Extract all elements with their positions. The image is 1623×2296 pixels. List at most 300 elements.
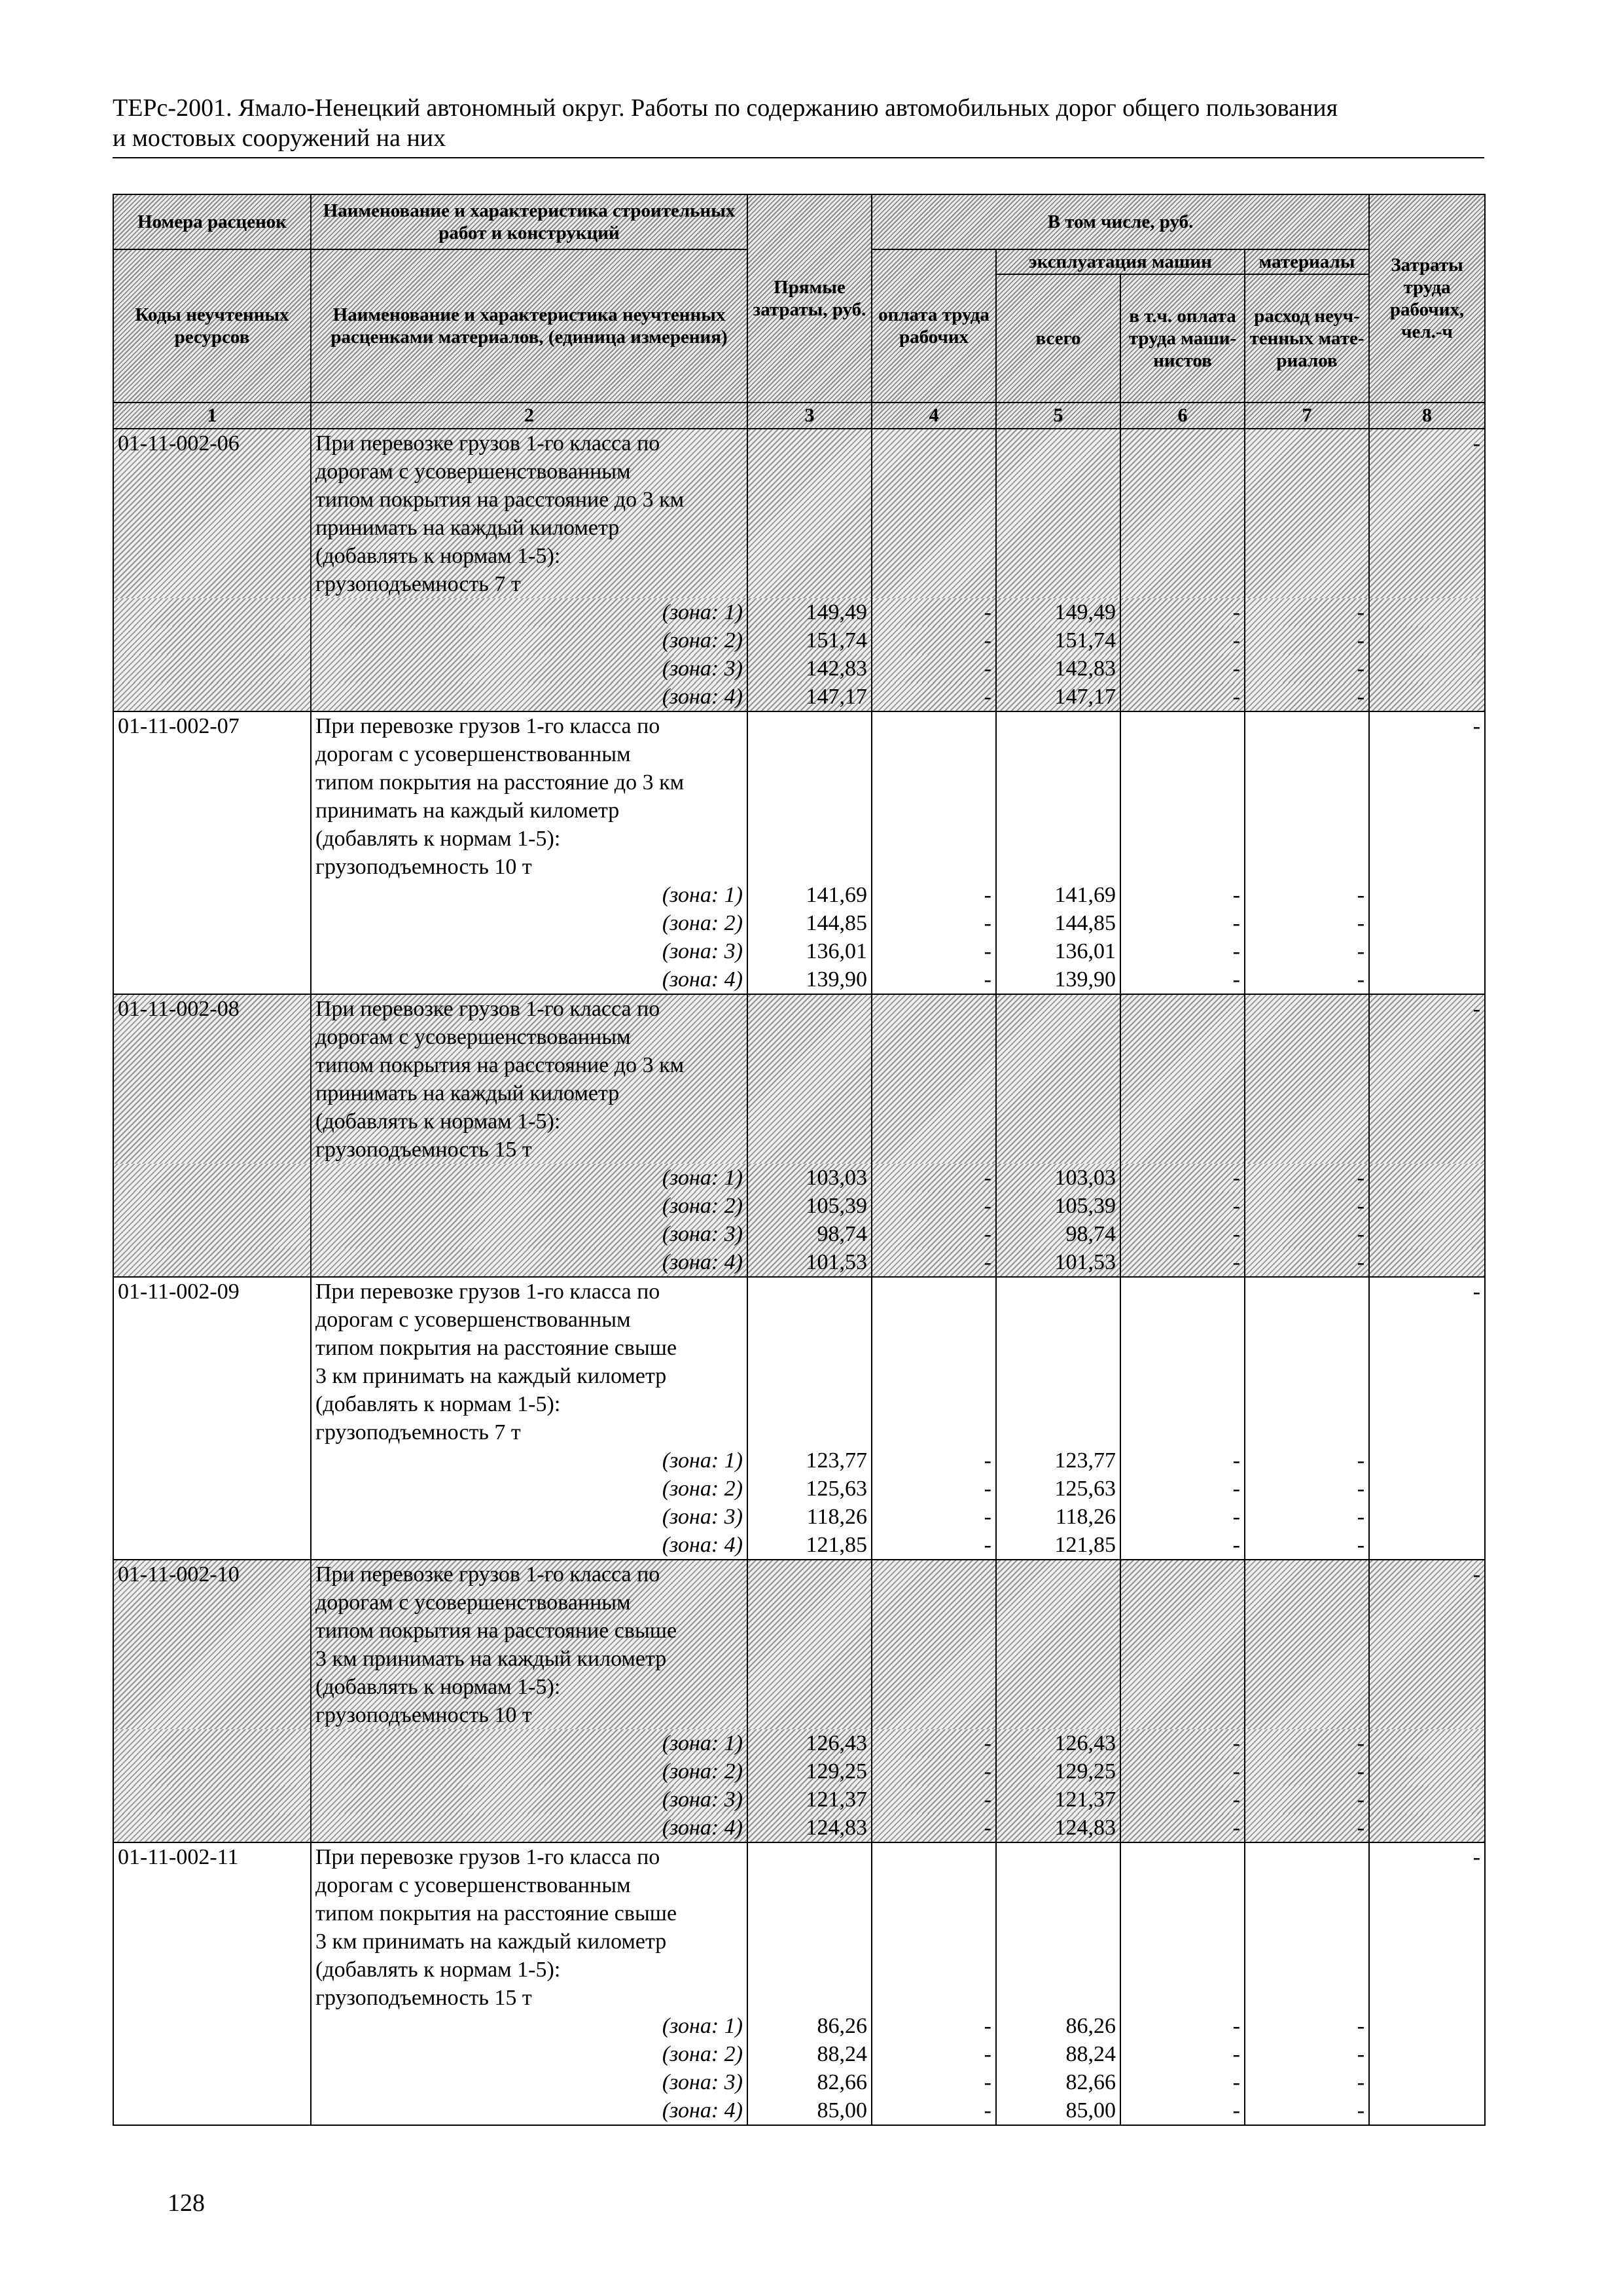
zone-row [113,1248,1485,1277]
rate-row [113,1842,1485,2012]
column-numbers-row [113,403,1485,429]
machine-labor-value: - [1120,965,1245,994]
zone-label: (зона: 2) [311,626,747,655]
machine-labor-value: - [1120,937,1245,965]
machine-labor-value: - [1120,1446,1245,1475]
machine-total-value: 82,66 [996,2068,1120,2096]
rate-description-line: грузоподъемность 10 т [315,855,532,879]
machine-labor-value: - [1120,655,1245,683]
labor-pay-value: - [872,2040,996,2068]
materials-value: - [1245,2012,1369,2040]
zone-label: (зона: 3) [311,1785,747,1814]
machine-total-value: 136,01 [996,937,1120,965]
empty-cell [1369,598,1485,626]
labor-pay-value: - [872,1531,996,1560]
column-number: 7 [1245,403,1369,429]
machine-labor-value: - [1120,1785,1245,1814]
machine-labor-value: - [1120,1729,1245,1757]
rate-description [311,429,747,598]
machine-labor-value: - [1120,881,1245,909]
zone-row [113,598,1485,626]
empty-cell [1120,1560,1245,1729]
labor-pay-value: - [872,1814,996,1842]
empty-cell [1245,994,1369,1164]
page-header [113,93,1480,153]
rate-description-line: При перевозке грузов 1-го класса по [315,431,660,456]
rate-code: 01-11-002-10 [113,1560,311,1729]
labor-pay-value: - [872,1729,996,1757]
labor-pay-value: - [872,1446,996,1475]
zone-row [113,881,1485,909]
zone-label: (зона: 1) [311,2012,747,2040]
empty-cell [113,1220,311,1248]
empty-cell [1369,2040,1485,2068]
empty-cell [1369,1729,1485,1757]
empty-cell [113,2096,311,2125]
zone-label: (зона: 2) [311,1192,747,1220]
empty-cell [996,1842,1120,2012]
materials-value: - [1245,1814,1369,1842]
labor-hours-value: - [1369,1277,1485,1446]
machine-labor-value: - [1120,1475,1245,1503]
rate-code: 01-11-002-06 [113,429,311,598]
empty-cell [1369,2096,1485,2125]
zone-row [113,2040,1485,2068]
rate-description-line: При перевозке грузов 1-го класса по [315,997,660,1021]
labor-pay-value: - [872,598,996,626]
machine-total-value: 151,74 [996,626,1120,655]
column-number: 8 [1369,403,1485,429]
zone-row [113,1814,1485,1842]
empty-cell [113,1757,311,1785]
machine-labor-value: - [1120,1503,1245,1531]
zone-label: (зона: 1) [311,598,747,626]
direct-costs-value: 144,85 [747,909,872,937]
empty-cell [1369,1757,1485,1785]
machine-total-value: 124,83 [996,1814,1120,1842]
empty-cell [113,655,311,683]
labor-hours-value: - [1369,1842,1485,2012]
empty-cell [996,1277,1120,1446]
rate-description-line: 3 км принимать на каждый километр [315,1647,667,1671]
machine-labor-value: - [1120,626,1245,655]
zone-label: (зона: 4) [311,1531,747,1560]
rate-description-line: грузоподъемность 7 т [315,1420,521,1444]
materials-value: - [1245,1475,1369,1503]
machine-total-value: 129,25 [996,1757,1120,1785]
direct-costs-value: 141,69 [747,881,872,909]
rate-description-line: грузоподъемность 10 т [315,1703,532,1727]
zone-label: (зона: 2) [311,1475,747,1503]
materials-value: - [1245,1757,1369,1785]
empty-cell [113,2040,311,2068]
empty-cell [113,881,311,909]
empty-cell [113,1729,311,1757]
machine-total-value: 125,63 [996,1475,1120,1503]
empty-cell [113,626,311,655]
direct-costs-value: 151,74 [747,626,872,655]
empty-cell [747,711,872,881]
rate-description-line: типом покрытия на расстояние до 3 км [315,770,685,795]
machine-total-value: 121,85 [996,1531,1120,1560]
empty-cell [1369,1220,1485,1248]
rate-description-line: принимать на каждый километр [315,798,620,823]
zone-row [113,1220,1485,1248]
zone-row [113,2096,1485,2125]
rate-description-line: (добавлять к нормам 1-5): [315,1109,561,1134]
rate-description [311,711,747,881]
machine-total-value: 141,69 [996,881,1120,909]
zone-label: (зона: 3) [311,1503,747,1531]
empty-cell [1245,1277,1369,1446]
machine-labor-value: - [1120,2096,1245,2125]
rate-description-line: грузоподъемность 15 т [315,1138,532,1162]
labor-pay-value: - [872,1757,996,1785]
empty-cell [113,965,311,994]
machine-labor-value: - [1120,1814,1245,1842]
materials-value: - [1245,598,1369,626]
labor-pay-value: - [872,1248,996,1277]
materials-value: - [1245,1192,1369,1220]
rate-description [311,1842,747,2012]
empty-cell [1369,1785,1485,1814]
direct-costs-value: 147,17 [747,683,872,711]
header-machine-operation: эксплуатация машин [996,249,1245,274]
header-material-consumption: расход неуч- тенных мате- риалов [1245,274,1369,403]
direct-costs-value: 125,63 [747,1475,872,1503]
rate-description-line: (добавлять к нормам 1-5): [315,1392,561,1416]
rate-description-line: типом покрытия на расстояние до 3 км [315,1053,685,1077]
materials-value: - [1245,683,1369,711]
zone-row [113,1785,1485,1814]
empty-cell [747,994,872,1164]
empty-cell [1369,1814,1485,1842]
materials-value: - [1245,1729,1369,1757]
direct-costs-value: 139,90 [747,965,872,994]
materials-value: - [1245,909,1369,937]
empty-cell [1120,1277,1245,1446]
empty-cell [113,1164,311,1192]
machine-labor-value: - [1120,2040,1245,2068]
zone-label: (зона: 3) [311,937,747,965]
labor-pay-value: - [872,1220,996,1248]
empty-cell [1369,881,1485,909]
rate-description-line: При перевозке грузов 1-го класса по [315,714,660,738]
header-material-name: Наименование и характеристика неучтенных расценками материалов, (единица измерения) [311,249,747,403]
direct-costs-value: 101,53 [747,1248,872,1277]
labor-pay-value: - [872,937,996,965]
empty-cell [872,1277,996,1446]
zone-label: (зона: 4) [311,683,747,711]
header-labor-costs: Затраты труда рабочих, чел.-ч [1369,194,1485,403]
rate-description-line: дорогам с усовершенствованным [315,459,631,484]
rate-description-line: дорогам с усовершенствованным [315,1025,631,1049]
machine-total-value: 88,24 [996,2040,1120,2068]
zone-row [113,965,1485,994]
empty-cell [1369,1475,1485,1503]
column-number: 1 [113,403,311,429]
direct-costs-value: 121,85 [747,1531,872,1560]
empty-cell [1369,1446,1485,1475]
column-number: 5 [996,403,1120,429]
header-divider [113,157,1484,158]
empty-cell [113,1475,311,1503]
materials-value: - [1245,1531,1369,1560]
machine-labor-value: - [1120,1192,1245,1220]
rate-description-line: дорогам с усовершенствованным [315,1308,631,1332]
labor-hours-value: - [1369,994,1485,1164]
rate-description-line: При перевозке грузов 1-го класса по [315,1845,660,1869]
direct-costs-value: 105,39 [747,1192,872,1220]
empty-cell [872,1842,996,2012]
empty-cell [113,2012,311,2040]
direct-costs-value: 121,37 [747,1785,872,1814]
rate-row [113,1560,1485,1729]
empty-cell [996,429,1120,598]
empty-cell [1245,429,1369,598]
rate-description-line: принимать на каждый километр [315,516,620,540]
machine-labor-value: - [1120,909,1245,937]
rate-description-line: грузоподъемность 7 т [315,572,521,596]
machine-labor-value: - [1120,1164,1245,1192]
empty-cell [1369,1164,1485,1192]
empty-cell [113,1248,311,1277]
empty-cell [113,1814,311,1842]
rate-code: 01-11-002-11 [113,1842,311,2012]
rate-description-line: дорогам с усовершенствованным [315,1873,631,1897]
rate-description-line: типом покрытия на расстояние свыше [315,1901,677,1926]
empty-cell [1369,1248,1485,1277]
empty-cell [113,1531,311,1560]
direct-costs-value: 88,24 [747,2040,872,2068]
labor-pay-value: - [872,909,996,937]
materials-value: - [1245,1446,1369,1475]
rate-description-line: (добавлять к нормам 1-5): [315,1958,561,1982]
direct-costs-value: 126,43 [747,1729,872,1757]
empty-cell [1120,429,1245,598]
empty-cell [113,1785,311,1814]
machine-total-value: 118,26 [996,1503,1120,1531]
labor-pay-value: - [872,1785,996,1814]
empty-cell [1245,1560,1369,1729]
zone-row [113,1164,1485,1192]
empty-cell [747,1560,872,1729]
empty-cell [113,598,311,626]
machine-total-value: 101,53 [996,1248,1120,1277]
machine-labor-value: - [1120,2068,1245,2096]
materials-value: - [1245,1785,1369,1814]
empty-cell [1369,1531,1485,1560]
empty-cell [1369,909,1485,937]
header-labor-pay: оплата труда рабочих [872,249,996,403]
machine-labor-value: - [1120,683,1245,711]
empty-cell [996,994,1120,1164]
zone-row [113,655,1485,683]
header-machine-total: всего [996,274,1120,403]
zone-row [113,1729,1485,1757]
machine-labor-value: - [1120,2012,1245,2040]
empty-cell [113,1503,311,1531]
zone-label: (зона: 4) [311,965,747,994]
zone-row [113,1503,1485,1531]
empty-cell [113,683,311,711]
empty-cell [113,937,311,965]
empty-cell [1369,683,1485,711]
machine-total-value: 142,83 [996,655,1120,683]
empty-cell [872,994,996,1164]
materials-value: - [1245,881,1369,909]
zone-row [113,909,1485,937]
column-number: 3 [747,403,872,429]
materials-value: - [1245,2040,1369,2068]
machine-total-value: 98,74 [996,1220,1120,1248]
machine-labor-value: - [1120,1757,1245,1785]
zone-label: (зона: 4) [311,1814,747,1842]
empty-cell [113,1446,311,1475]
rate-description-line: 3 км принимать на каждый километр [315,1929,667,1954]
machine-total-value: 147,17 [996,683,1120,711]
empty-cell [113,1192,311,1220]
labor-pay-value: - [872,1503,996,1531]
machine-total-value: 105,39 [996,1192,1120,1220]
zone-label: (зона: 3) [311,1220,747,1248]
zone-row [113,626,1485,655]
empty-cell [872,429,996,598]
rate-code: 01-11-002-07 [113,711,311,881]
machine-labor-value: - [1120,1220,1245,1248]
machine-total-value: 123,77 [996,1446,1120,1475]
machine-total-value: 126,43 [996,1729,1120,1757]
labor-hours-value: - [1369,1560,1485,1729]
labor-hours-value: - [1369,711,1485,881]
direct-costs-value: 136,01 [747,937,872,965]
rate-description-line: грузоподъемность 15 т [315,1986,532,2010]
rate-description [311,994,747,1164]
header-work-name: Наименование и характеристика строительных работ и конструкций [311,194,747,249]
empty-cell [1369,655,1485,683]
rates-body [113,429,1485,2125]
zone-row [113,683,1485,711]
materials-value: - [1245,626,1369,655]
materials-value: - [1245,937,1369,965]
empty-cell [872,1560,996,1729]
rate-row [113,429,1485,598]
header-title-line2: и мостовых сооружений на них [113,124,446,152]
empty-cell [1369,965,1485,994]
zone-label: (зона: 4) [311,2096,747,2125]
zone-label: (зона: 2) [311,2040,747,2068]
rate-row [113,1277,1485,1446]
machine-total-value: 139,90 [996,965,1120,994]
direct-costs-value: 124,83 [747,1814,872,1842]
zone-row [113,1531,1485,1560]
column-number: 4 [872,403,996,429]
materials-value: - [1245,1503,1369,1531]
zone-row [113,1192,1485,1220]
rate-description-line: дорогам с усовершенствованным [315,1590,631,1615]
direct-costs-value: 85,00 [747,2096,872,2125]
rate-description-line: типом покрытия на расстояние свыше [315,1619,677,1643]
rates-table [113,194,1486,2126]
labor-pay-value: - [872,881,996,909]
direct-costs-value: 149,49 [747,598,872,626]
empty-cell [747,1277,872,1446]
direct-costs-value: 129,25 [747,1757,872,1785]
materials-value: - [1245,965,1369,994]
empty-cell [1369,2068,1485,2096]
labor-pay-value: - [872,683,996,711]
empty-cell [747,429,872,598]
empty-cell [1120,711,1245,881]
empty-cell [1120,994,1245,1164]
direct-costs-value: 142,83 [747,655,872,683]
zone-row [113,937,1485,965]
materials-value: - [1245,655,1369,683]
materials-value: - [1245,1164,1369,1192]
header-machine-labor: в т.ч. оплата труда маши- нистов [1120,274,1245,403]
empty-cell [1120,1842,1245,2012]
empty-cell [1369,937,1485,965]
direct-costs-value: 82,66 [747,2068,872,2096]
rate-description [311,1560,747,1729]
rate-description-line: дорогам с усовершенствованным [315,742,631,766]
zone-label: (зона: 3) [311,655,747,683]
zone-label: (зона: 1) [311,1729,747,1757]
labor-hours-value: - [1369,429,1485,598]
direct-costs-value: 86,26 [747,2012,872,2040]
machine-labor-value: - [1120,1531,1245,1560]
machine-total-value: 144,85 [996,909,1120,937]
empty-cell [996,711,1120,881]
column-number: 6 [1120,403,1245,429]
page-number: 128 [168,2189,205,2217]
empty-cell [1245,1842,1369,2012]
empty-cell [1369,2012,1485,2040]
machine-total-value: 85,00 [996,2096,1120,2125]
rate-description-line: (добавлять к нормам 1-5): [315,827,561,851]
zone-row [113,1446,1485,1475]
machine-labor-value: - [1120,598,1245,626]
machine-total-value: 103,03 [996,1164,1120,1192]
zone-row [113,2068,1485,2096]
header-direct-costs: Прямые затраты, руб. [747,194,872,403]
direct-costs-value: 118,26 [747,1503,872,1531]
empty-cell [113,909,311,937]
materials-value: - [1245,1248,1369,1277]
rate-description-line: (добавлять к нормам 1-5): [315,544,561,568]
labor-pay-value: - [872,965,996,994]
header-resource-codes: Коды неучтенных ресурсов [113,249,311,403]
rate-row [113,994,1485,1164]
materials-value: - [1245,2096,1369,2125]
empty-cell [1369,626,1485,655]
labor-pay-value: - [872,1192,996,1220]
zone-label: (зона: 1) [311,881,747,909]
empty-cell [1369,1192,1485,1220]
materials-value: - [1245,2068,1369,2096]
zone-label: (зона: 4) [311,1248,747,1277]
rate-code: 01-11-002-08 [113,994,311,1164]
machine-total-value: 149,49 [996,598,1120,626]
labor-pay-value: - [872,1164,996,1192]
header-including: В том числе, руб. [872,194,1369,249]
table-header [113,194,1485,429]
labor-pay-value: - [872,655,996,683]
direct-costs-value: 103,03 [747,1164,872,1192]
zone-label: (зона: 2) [311,1757,747,1785]
materials-value: - [1245,1220,1369,1248]
rate-description-line: При перевозке грузов 1-го класса по [315,1562,660,1587]
